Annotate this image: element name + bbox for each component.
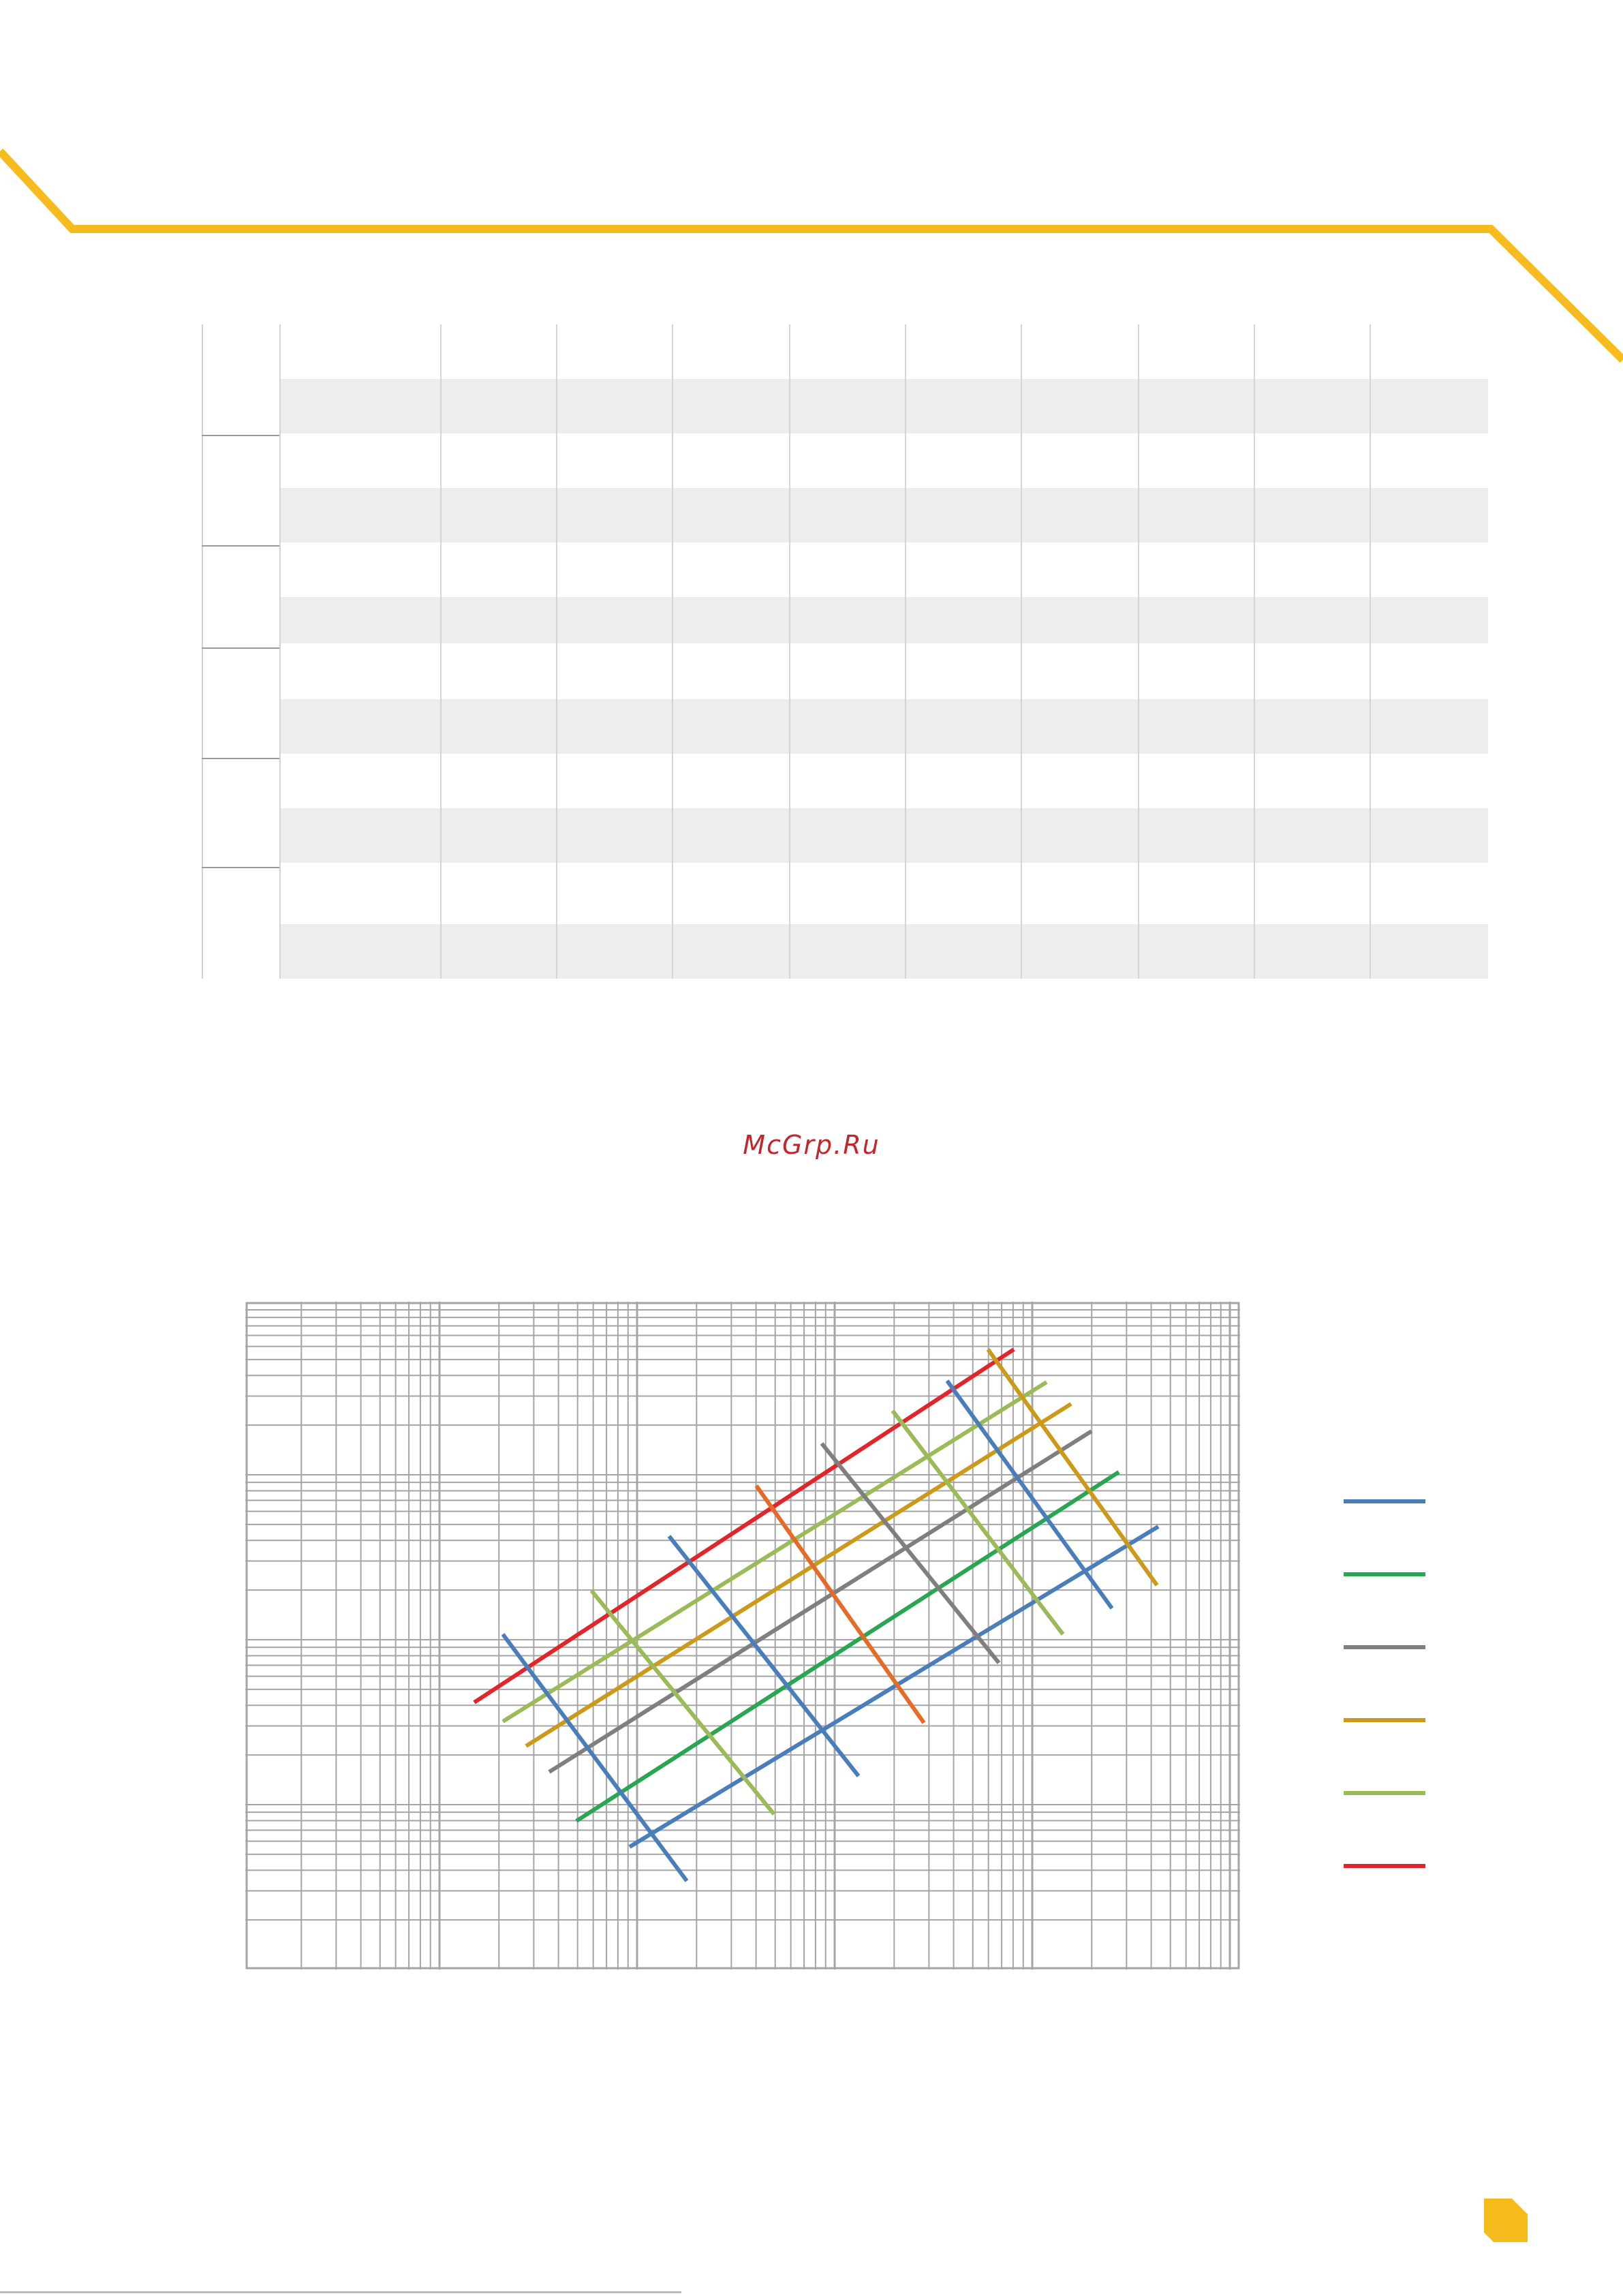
legend-swatch [1344, 1864, 1425, 1868]
table-row-band [279, 699, 1488, 754]
table-column-line [672, 324, 673, 979]
legend-swatch [1344, 1645, 1425, 1649]
table-row-band [279, 379, 1488, 433]
table-column-line [556, 324, 557, 979]
table-column-line [1138, 324, 1139, 979]
corner-badge-icon [1484, 2199, 1528, 2242]
table-row-band [279, 488, 1488, 542]
legend-swatch [1344, 1499, 1425, 1503]
table-row-band [279, 924, 1488, 979]
table-column-line [789, 324, 790, 979]
legend-swatch [1344, 1718, 1425, 1722]
table-column-line [1370, 324, 1371, 979]
legend-swatch [1344, 1791, 1425, 1795]
table-group-separator [202, 647, 279, 649]
table-group-separator [202, 758, 279, 759]
chart-area [245, 1302, 1240, 1973]
table-group-separator [202, 867, 279, 868]
series-line [526, 1404, 1071, 1746]
table-group-separator [202, 435, 279, 436]
table-left-border [202, 324, 203, 979]
spec-table [202, 324, 1488, 979]
table-column-line [905, 324, 906, 979]
legend-swatch [1344, 1572, 1425, 1576]
performance-chart [245, 1302, 1240, 1970]
table-row-band [279, 808, 1488, 863]
table-column-line [1021, 324, 1022, 979]
table-row-band [279, 597, 1488, 643]
curve-line [591, 1591, 774, 1814]
table-column-line [279, 324, 281, 979]
table-group-separator [202, 545, 279, 547]
footer-rule [0, 2291, 681, 2293]
table-column-line [440, 324, 442, 979]
table-column-line [1254, 324, 1255, 979]
watermark-text: McGrp.Ru [743, 1130, 880, 1160]
